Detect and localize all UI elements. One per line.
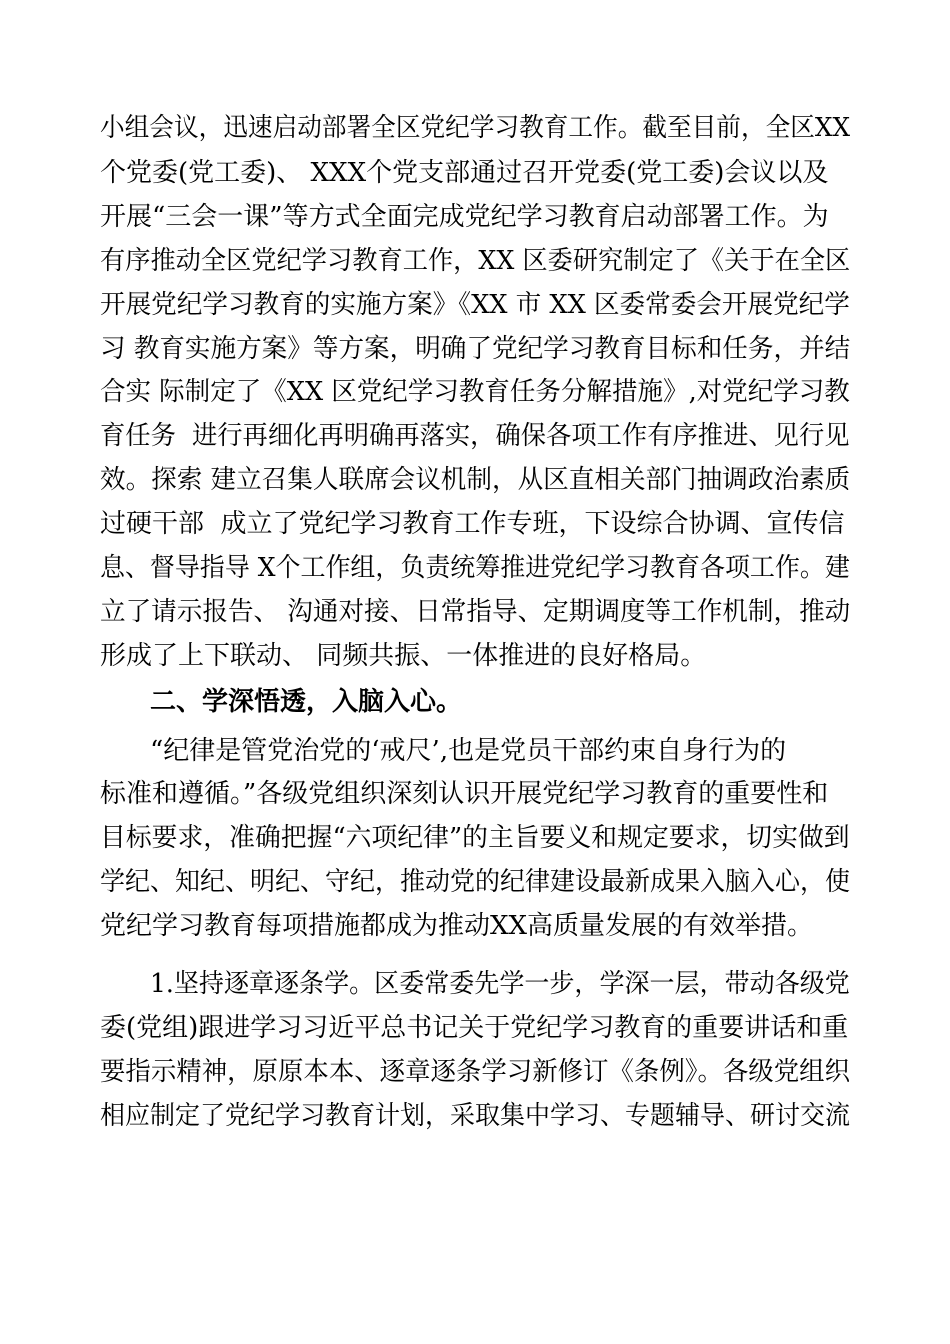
body-text-line: 委(党组)跟进学习习近平总书记关于党纪学习教育的重要讲话和重 (100, 1013, 849, 1043)
body-text-line: 育任务 进行再细化再明确再落实，确保各项工作有序推进、见行见 (100, 421, 850, 451)
section-heading: 二、学深悟透，入脑入心。 (150, 687, 463, 717)
body-text-line: 立了请示报告、 沟通对接、日常指导、定期调度等工作机制，推动 (100, 597, 851, 627)
body-text-line: 合实 际制定了《XX 区党纪学习教育任务分解措施》,对党纪学习教 (100, 377, 850, 407)
body-text-line: 过硬干部 成立了党纪学习教育工作专班，下设综合协调、宣传信 (100, 509, 845, 539)
body-text-line: 开展“三会一课”等方式全面完成党纪学习教育启动部署工作。为 (100, 202, 829, 232)
body-text-line: 个党委(党工委)、 XXX个党支部通过召开党委(党工委)会议以及 (100, 158, 829, 188)
body-text-line: 目标要求，准确把握“六项纪律”的主旨要义和规定要求，切实做到 (100, 823, 850, 853)
body-text-line: 相应制定了党纪学习教育计划，采取集中学习、专题辅导、研讨交流 (100, 1101, 851, 1131)
body-text-line: 息、督导指导 X个工作组，负责统筹推进党纪学习教育各项工作。建 (100, 553, 850, 583)
body-text-line: 有序推动全区党纪学习教育工作，XX 区委研究制定了《关于在全区 (100, 246, 851, 276)
body-text-line: 习 教育实施方案》等方案，明确了党纪学习教育目标和任务，并结 (100, 334, 851, 364)
body-text-line: 形成了上下联动、 同频共振、一体推进的良好格局。 (100, 641, 707, 671)
body-text-line: 开展党纪学习教育的实施方案》《XX 市 XX 区委常委会开展党纪学 (100, 290, 850, 320)
body-text-line: 要指示精神，原原本本、逐章逐条学习新修订《条例》。各级党组织 (100, 1057, 851, 1087)
body-text-line: 小组会议，迅速启动部署全区党纪学习教育工作。截至目前，全区XX (100, 113, 851, 143)
body-text-line: 学纪、知纪、明纪、守纪，推动党的纪律建设最新成果入脑入心，使 (100, 867, 851, 897)
body-text-line: 效。探索 建立召集人联席会议机制，从区直相关部门抽调政治素质 (100, 465, 851, 495)
body-text-line: “纪律是管党治党的‘戒尺’,也是党员干部约束自身行为的 (150, 736, 787, 766)
body-text-line: 1.坚持逐章逐条学。区委常委先学一步，学深一层，带动各级党 (150, 969, 850, 999)
body-text-line: 党纪学习教育每项措施都成为推动XX高质量发展的有效举措。 (100, 911, 814, 941)
body-text-line: 标准和遵循。”各级党组织深刻认识开展党纪学习教育的重要性和 (100, 779, 829, 809)
